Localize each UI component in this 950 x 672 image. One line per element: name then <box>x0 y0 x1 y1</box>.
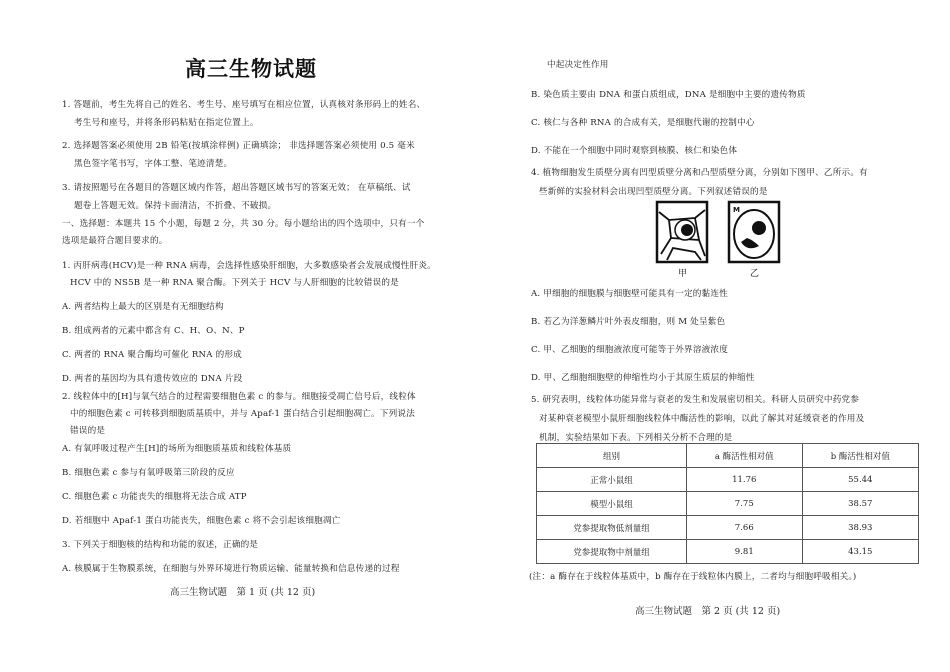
table-cell: 党参提取物低剂量组 <box>537 516 687 540</box>
question-2-option-c: C. 细胞色素 c 功能丧失的细胞将无法合成 ATP <box>62 492 247 502</box>
table-cell: 38.93 <box>802 516 918 540</box>
question-2-option-a: A. 有氧呼吸过程产生[H]的场所为细胞质基质和线粒体基质 <box>62 444 292 454</box>
figure-label-yi: 乙 <box>750 269 760 279</box>
table-cell: 43.15 <box>802 540 918 564</box>
table-cell: 38.57 <box>802 492 918 516</box>
question-2-option-d: D. 若细胞中 Apaf-1 蛋白功能丧失，细胞色素 c 将不会引起该细胞凋亡 <box>62 516 341 526</box>
question-3-option-c: C. 核仁与各种 RNA 的合成有关，是细胞代谢的控制中心 <box>531 118 755 128</box>
page-2 <box>475 0 950 672</box>
question-5-stem: 5. 研究表明，线粒体功能异常与衰老的发生和发展密切相关。科研人员研究中药党参 <box>531 395 860 405</box>
table-header: 组别 <box>537 444 687 468</box>
question-5-stem: 对某种衰老模型小鼠肝细胞线粒体中酶活性的影响，以此了解其对延缓衰老的作用及 <box>539 414 865 424</box>
enzyme-activity-table <box>536 443 919 564</box>
question-3-option-b: B. 染色质主要由 DNA 和蛋白质组成，DNA 是细胞中主要的遗传物质 <box>531 90 806 100</box>
question-1-option-d: D. 两者的基因均为具有遗传效应的 DNA 片段 <box>62 374 243 384</box>
table-row <box>537 468 919 492</box>
table-cell: 正常小鼠组 <box>537 468 687 492</box>
question-4-stem: 些新鲜的实验材料会出现凹型质壁分离。下列叙述错误的是 <box>539 187 768 197</box>
note-line: 2. 选择题答案必须使用 2B 铅笔(按填涂样例) 正确填涂； 非选择题答案必须使用 0.5 毫米 <box>62 141 415 151</box>
table-header: a 酶活性相对值 <box>686 444 802 468</box>
table-cell: 7.75 <box>686 492 802 516</box>
figure-label-jia: 甲 <box>678 269 688 279</box>
cell-jia-diagram <box>657 202 707 262</box>
table-cell: 党参提取物中剂量组 <box>537 540 687 564</box>
table-header-row <box>537 444 919 468</box>
table-header: b 酶活性相对值 <box>802 444 918 468</box>
question-2-option-b: B. 细胞色素 c 参与有氧呼吸第三阶段的反应 <box>62 468 235 478</box>
question-1-option-a: A. 两者结构上最大的区别是有无细胞结构 <box>62 302 224 312</box>
note-line: 题卷上答题无效。保持卡面清洁，不折叠、不破损。 <box>74 201 277 211</box>
table-cell: 9.81 <box>686 540 802 564</box>
table-note: (注：a 酶存在于线粒体基质中，b 酶存在于线粒体内膜上，二者均与细胞呼吸相关。) <box>529 572 857 582</box>
question-3-continued: 中起决定性作用 <box>547 60 609 70</box>
page-title: 高三生物试题 <box>185 57 317 81</box>
question-4-option-a: A. 甲细胞的细胞膜与细胞壁可能具有一定的黏连性 <box>531 289 728 299</box>
section-heading: 选项是最符合题目要求的。 <box>62 236 168 246</box>
question-2-stem: 错误的是 <box>70 426 106 436</box>
table-cell: 模型小鼠组 <box>537 492 687 516</box>
question-1-option-c: C. 两者的 RNA 聚合酶均可催化 RNA 的形成 <box>62 350 242 360</box>
question-1-option-b: B. 组成两者的元素中都含有 C、H、O、N、P <box>62 326 245 336</box>
table-cell: 55.44 <box>802 468 918 492</box>
note-line: 黑色签字笔书写，字体工整、笔迹清楚。 <box>74 159 233 169</box>
table-cell: 11.76 <box>686 468 802 492</box>
question-3-option-d: D. 不能在一个细胞中同时观察到核膜、核仁和染色体 <box>531 146 738 156</box>
note-line: 3. 请按照题号在各题目的答题区域内作答，超出答题区域书写的答案无效； 在草稿纸、试 <box>62 183 411 193</box>
question-4-option-c: C. 甲、乙细胞的细胞液浓度可能等于外界溶液浓度 <box>531 345 729 355</box>
table-cell: 7.66 <box>686 516 802 540</box>
table-row <box>537 492 919 516</box>
question-3-option-a: A. 核膜属于生物膜系统，在细胞与外界环境进行物质运输、能量转换和信息传递的过程 <box>62 564 400 574</box>
question-2-stem: 中的细胞色素 c 可转移到细胞质基质中，并与 Apaf-1 蛋白结合引起细胞凋亡。下列说法 <box>70 409 416 419</box>
table-row <box>537 516 919 540</box>
plasmolysis-figure <box>655 200 785 280</box>
question-1-stem: 1. 丙肝病毒(HCV)是一种 RNA 病毒，会选择性感染肝细胞，大多数感染者会发展成慢性肝炎。 <box>62 261 436 271</box>
note-line: 考生号和座号，并将条形码粘贴在指定位置上。 <box>74 118 259 128</box>
question-4-stem: 4. 植物细胞发生质壁分离有凹型质壁分离和凸型质壁分离，分别如下图甲、乙所示。有 <box>531 168 868 178</box>
page-footer: 高三生物试题 第 2 页 (共 12 页) <box>635 606 781 617</box>
section-heading: 一、选择题：本题共 15 个小题，每题 2 分，共 30 分。每小题给出的四个选项中，只有一个 <box>62 219 425 229</box>
page-footer: 高三生物试题 第 1 页 (共 12 页) <box>170 587 316 598</box>
note-line: 1. 答题前，考生先将自己的姓名、考生号、座号填写在相应位置，认真核对条形码上的姓名、 <box>62 100 426 110</box>
question-2-stem: 2. 线粒体中的[H]与氧气结合的过程需要细胞色素 c 的参与。细胞接受凋亡信号后，线粒体 <box>62 392 416 402</box>
question-1-stem: HCV 中的 NS5B 是一种 RNA 聚合酶。下列关于 HCV 与人肝细胞的比较错误的是 <box>70 278 399 288</box>
table-row <box>537 540 919 564</box>
question-4-option-b: B. 若乙为洋葱鳞片叶外表皮细胞，则 M 处呈紫色 <box>531 317 726 327</box>
question-3-stem: 3. 下列关于细胞核的结构和功能的叙述，正确的是 <box>62 540 259 550</box>
question-5-stem: 机制，实验结果如下表。下列相关分析不合理的是 <box>539 433 733 443</box>
figure-label-m: M <box>733 206 740 214</box>
question-4-option-d: D. 甲、乙细胞细胞壁的伸缩性均小于其原生质层的伸缩性 <box>531 373 755 383</box>
